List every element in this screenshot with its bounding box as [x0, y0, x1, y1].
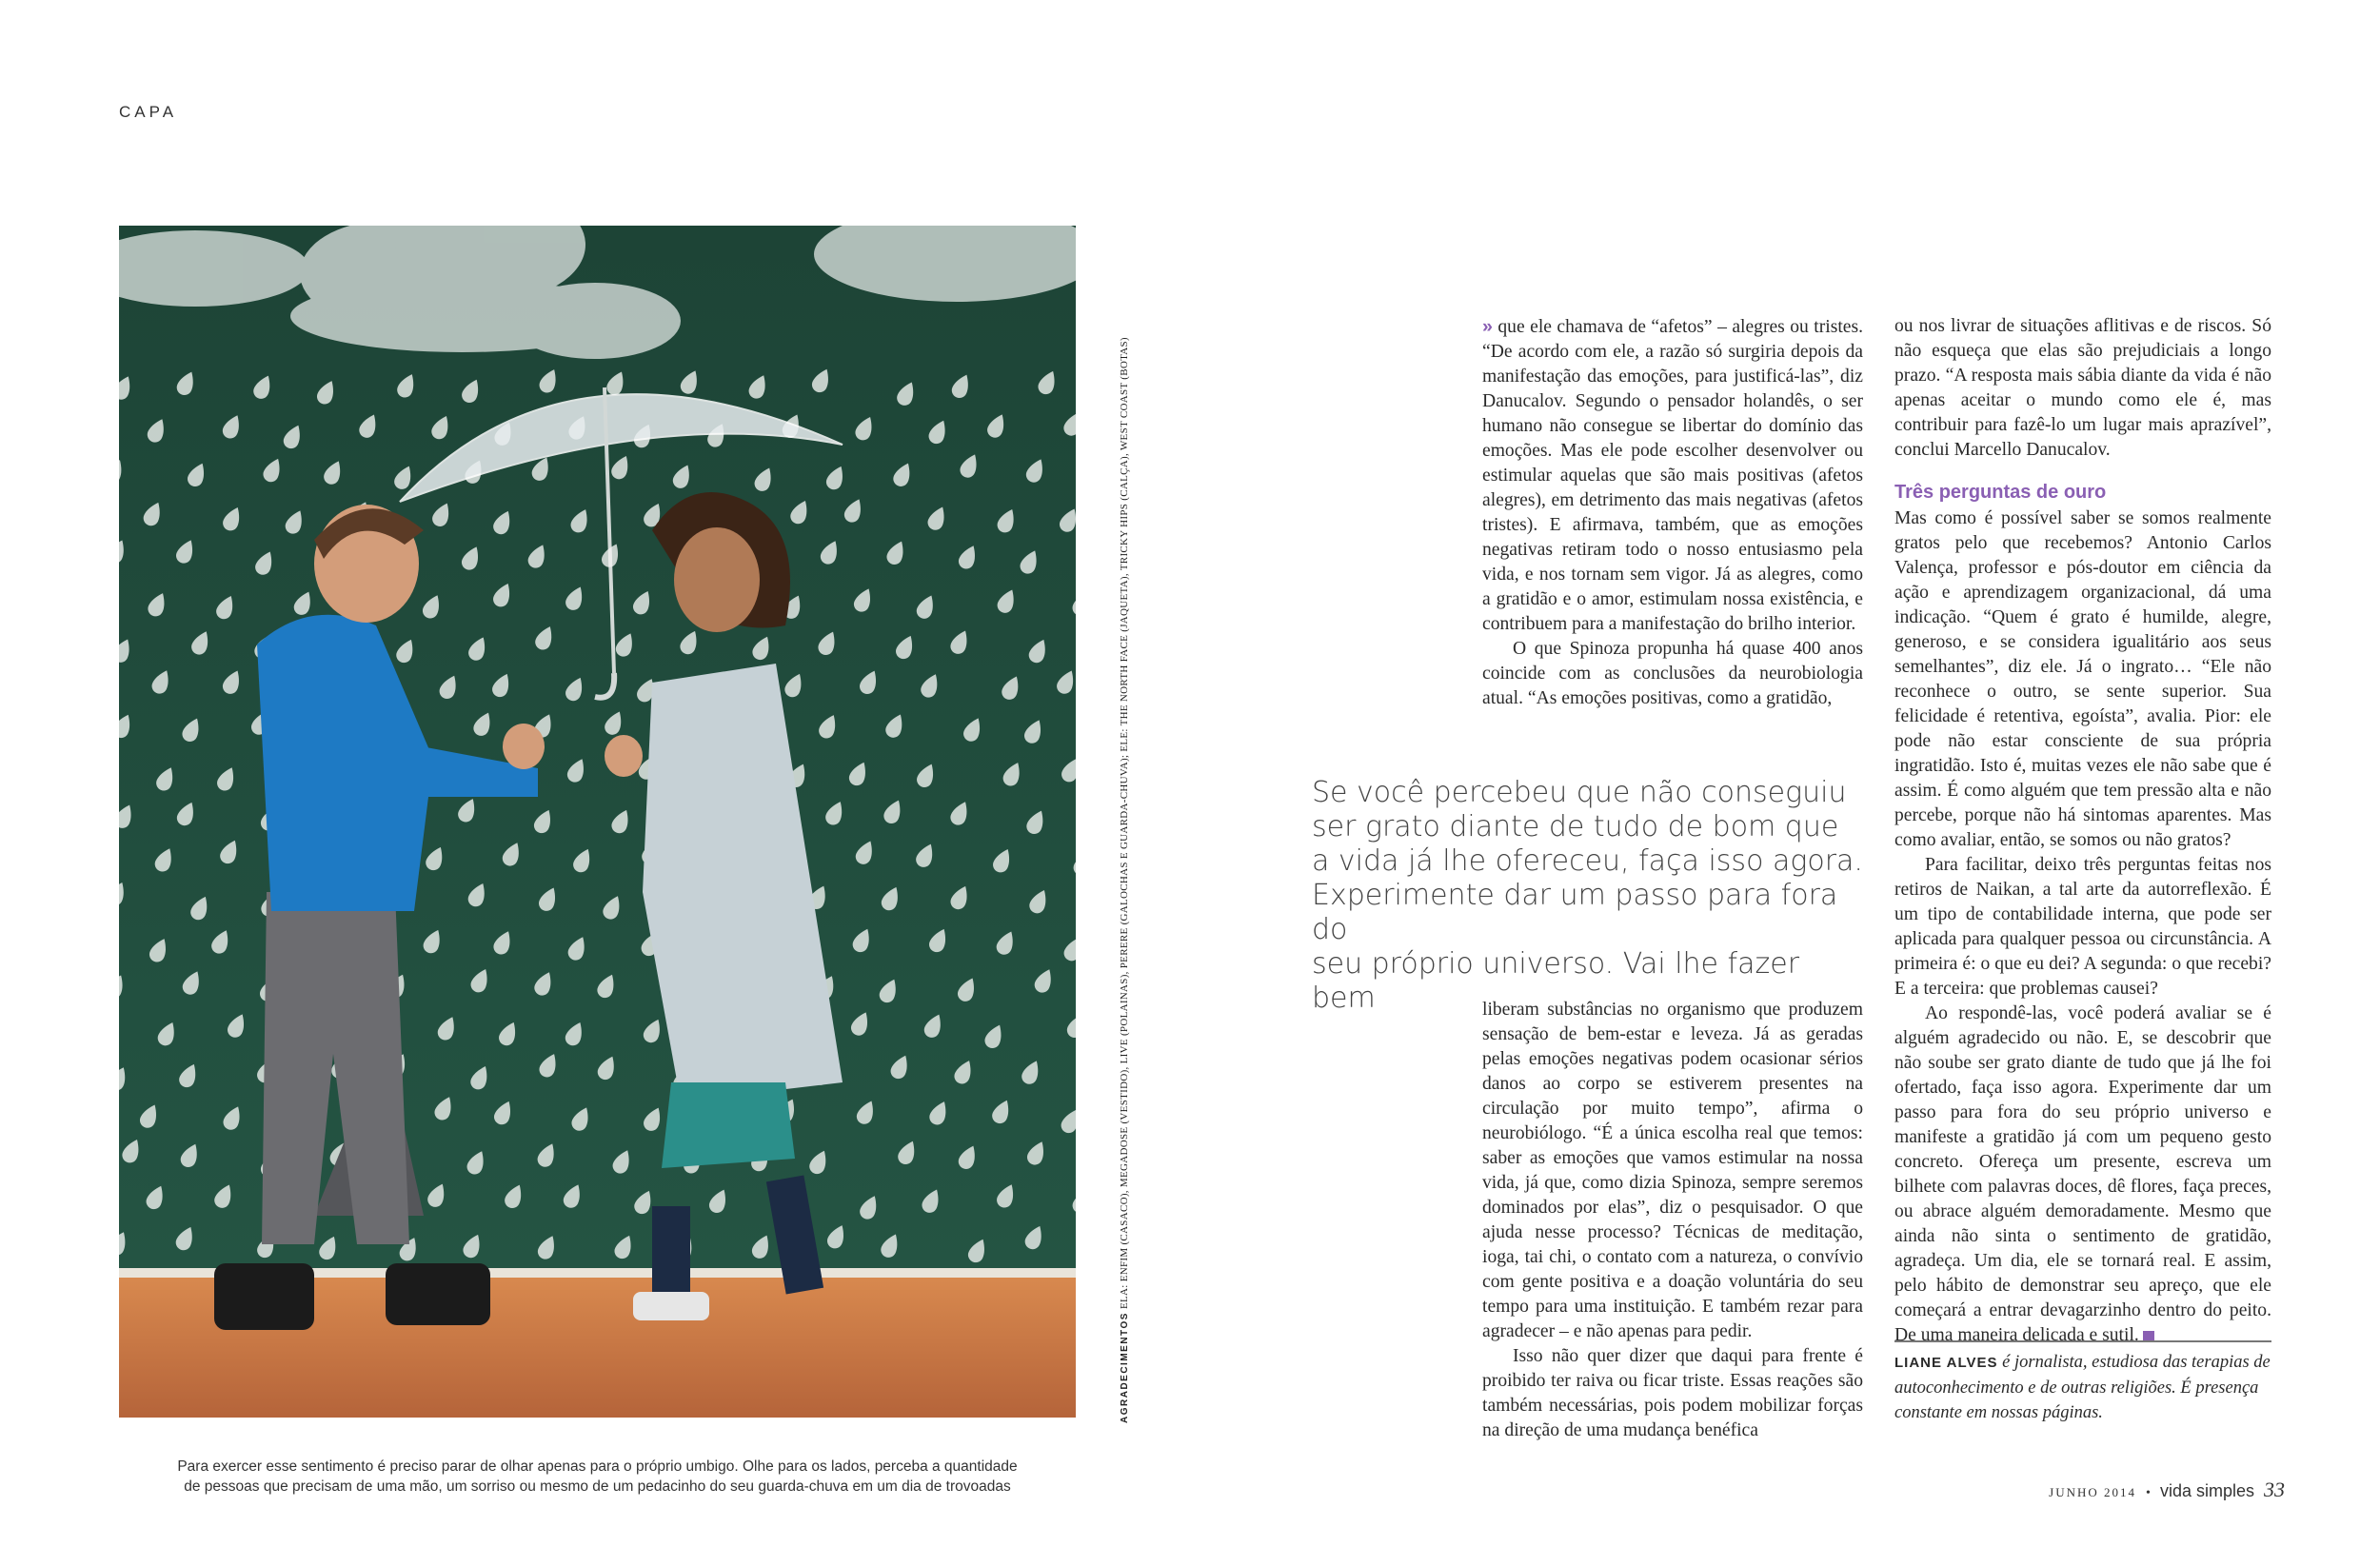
credits-text: ELA: ENFIM (CASACO), MEGADOSE (VESTIDO), LIVE (POLAINAS), PERERE (GALOCHAS E GUARDA-CHUVA); ELE: THE NORTH FACE (JAQUETA), TRICKY HIPS (CALÇA), WEST COAST (BOTAS) — [1119, 337, 1130, 1309]
magazine-name: vida simples — [2159, 1481, 2254, 1500]
pull-quote-line: seu próprio universo. Vai lhe fazer bem — [1312, 947, 1800, 1015]
article-paragraph: Ao respondê-las, você poderá avaliar se é alguém agradecido ou não. E, se descobrir que não soube ser grato diante de tudo que já lhe foi ofertado, faça isso agora. Experimente dar um passo para fora do seu próprio universo e manifeste a gratidão já com um pequeno gesto concreto. Ofereça um presente, escreva um bilhete com palavras doces, dê flores, faça preces, ou abrace alguém demoradamente. Mesmo que ainda não sinta o sentimento de gratidão, agradeça. Um dia, ele se tornará real. E assim, pelo hábito de demonstrar seu apreço, que ele começará a entrar devagarzinho dentro do peito. De uma maneira delicada e sutil. — [1894, 1003, 2271, 1345]
article-paragraph: liberam substâncias no organismo que produzem sensação de bem-estar e leveza. Já as geradas pelas emoções negativas podem ocasionar sérios danos ao corpo se estiverem presentes na circulação por muito tempo”, afirma o neurobiólogo. “É a única escolha real que temos: saber as emoções que vamos estimular na nossa vida, já que, como dizia Spinoza, sempre seremos dominados por elas”, diz o pesquisador. O que ajuda nesse processo? Técnicas de meditação, ioga, tai chi, o contato com a natureza, o convívio com gente positiva e a doação voluntária do seu tempo para uma instituição. E também rezar para agradecer – e não apenas para pedir. — [1482, 1000, 1863, 1341]
folio-separator: • — [2146, 1486, 2151, 1500]
article-paragraph: ou nos livrar de situações aflitivas e de riscos. Só não esqueça que elas são prejudiciais a longo prazo. “A resposta mais sábia diante da vida é não apenas aceitar o mundo como ele é, mas contribuir para fazê-lo um lugar mais aprazível”, conclui Marcello Danucalov. — [1894, 316, 2271, 460]
article-column-1-bottom — [1482, 998, 1863, 1443]
photo-illustration — [119, 226, 1076, 1418]
article-paragraph: Mas como é possível saber se somos realmente gratos pelo que recebemos? Antonio Carlos Valença, professor e pós-doutor em ciência da ação e aprendizagem organizacional, dá uma indicação. “Quem é grato é humilde, alegre, generoso, e se considera igualitário aos seus semelhantes”, diz ele. Já o ingrato… “Ele não reconhece o outro, se sente superior. Sua felicidade é retentiva, egoísta”, avalia. Pior: ele pode não estar consciente de sua própria ingratidão. Isto é, muitas vezes ele não sabe que é assim. É como alguém que tem pressão alta e não percebe, porque não há sintomas aparentes. Mas como avaliar, então, se somos ou não gratos? — [1894, 508, 2271, 850]
article-paragraph: Para facilitar, deixo três perguntas feitas nos retiros de Naikan, a tal arte da autorreflexão. É um tipo de contabilidade interna, que pode ser aplicada para qualquer pessoa ou circunstância. A primeira é: o que eu dei? A segunda: o que recebi? E a terceira: que problemas causei? — [1894, 855, 2271, 999]
pull-quote-line: Se você percebeu que não conseguiu — [1312, 776, 1847, 809]
caption-line-2: de pessoas que precisam de uma mão, um sorriso ou mesmo de um pedacinho do seu guarda-chuva em um dia de trovoadas — [184, 1478, 1011, 1495]
pull-quote-line: a vida já lhe ofereceu, faça isso agora. — [1312, 844, 1863, 878]
caption-line-1: Para exercer esse sentimento é preciso parar de olhar apenas para o próprio umbigo. Olhe para os lados, perceba a quantidade — [177, 1458, 1018, 1475]
pull-quote — [1312, 776, 1864, 1016]
continue-marker: » — [1482, 316, 1493, 337]
article-photo — [119, 226, 1076, 1418]
article-column-2 — [1894, 314, 2271, 1348]
section-subheading: Três perguntas de ouro — [1894, 482, 2107, 503]
article-paragraph: Isso não quer dizer que daqui para frente é proibido ter raiva ou ficar triste. Essas reações são também necessárias, pois podem mobilizar forças na direção de uma mudança benéfica — [1482, 1346, 1863, 1440]
page-number: 33 — [2264, 1478, 2285, 1501]
article-paragraph: » que ele chamava de “afetos” – alegres ou tristes. “De acordo com ele, a razão só surgiria depois da manifestação das emoções, para justificá-las”, diz Danucalov. Segundo o pensador holandês, o ser humano não consegue se libertar do domínio das emoções. Mas ele pode escolher desenvolver ou estimular aquelas que são mais positivas (afetos alegres), em detrimento das mais negativas (afetos tristes). E afirmava, também, que as emoções negativas retiram todo o nosso entusiasmo pela vida, e nos tornam sem vigor. Já as alegres, como a gratidão e o amor, estimulam nossa existência, e contribuem para a manifestação do brilho interior. — [1482, 316, 1863, 634]
page-folio — [2049, 1478, 2285, 1502]
pull-quote-line: ser grato diante de tudo de bom que — [1312, 810, 1839, 843]
article-column-1-top — [1482, 314, 1863, 711]
author-name: LIANE ALVES — [1894, 1355, 1998, 1371]
credits-label: AGRADECIMENTOS — [1120, 1312, 1130, 1423]
article-paragraph: O que Spinoza propunha há quase 400 anos coincide com as conclusões da neurobiologia atual. “As emoções positivas, como a gratidão, — [1482, 639, 1863, 708]
section-label: CAPA — [119, 103, 178, 121]
issue-date: JUNHO 2014 — [2049, 1485, 2137, 1499]
author-bio — [1894, 1350, 2271, 1425]
photo-caption — [119, 1457, 1076, 1497]
photo-credits — [1114, 328, 1135, 1423]
pull-quote-line: Experimente dar um passo para fora do — [1312, 879, 1838, 946]
author-description: é jornalista, estudiosa das terapias de autoconhecimento e de outras religiões. É presença constante em nossas páginas. — [1894, 1353, 2271, 1422]
bio-divider — [1894, 1340, 2271, 1342]
